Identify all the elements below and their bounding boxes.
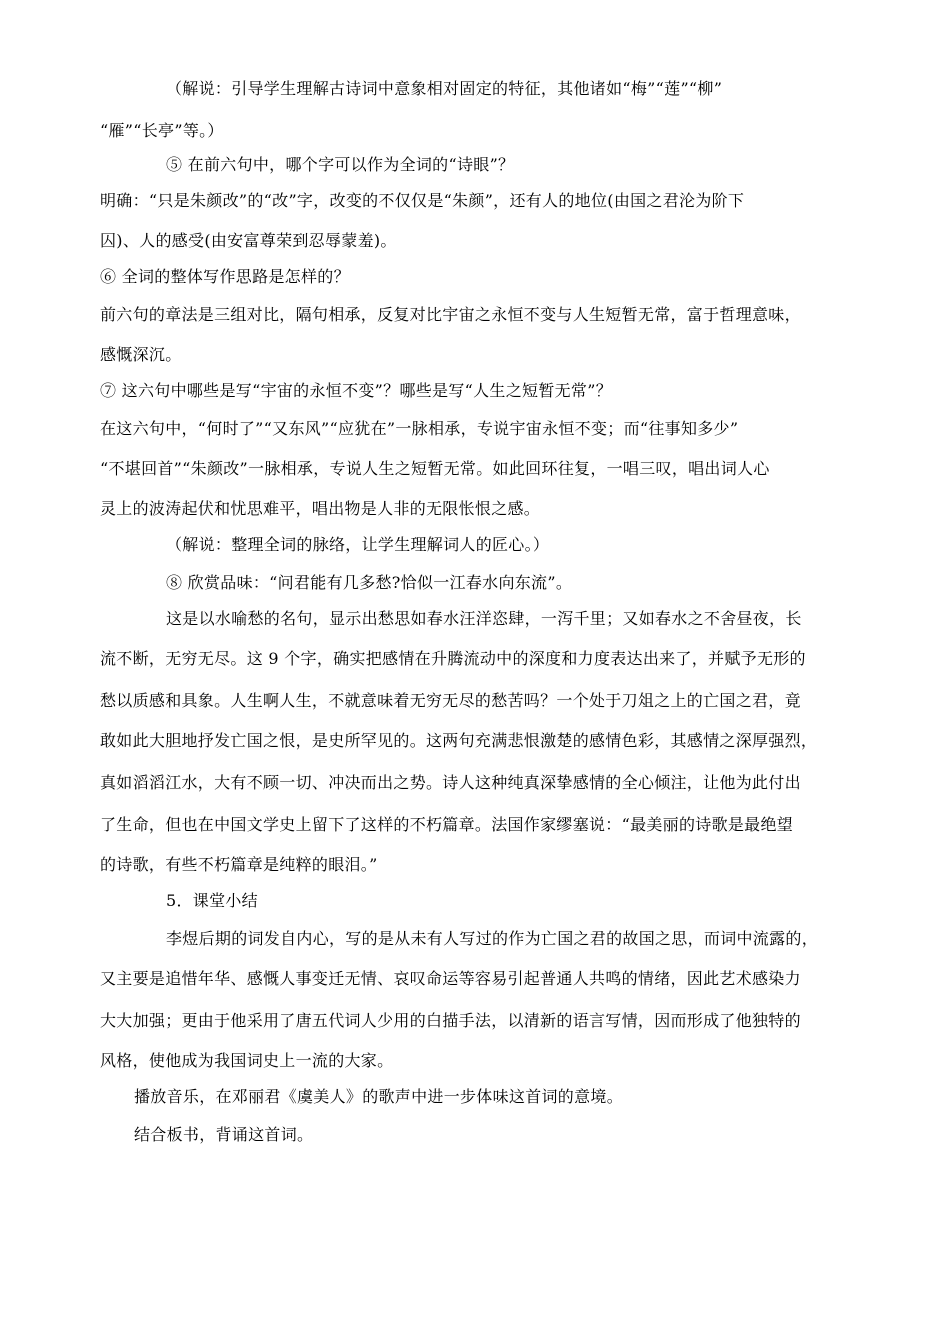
text-line: 感慨深沉。 (100, 345, 182, 364)
text-line: 了生命，但也在中国文学史上留下了这样的不朽篇章。法国作家缪塞说：“最美丽的诗歌是最绝望 (100, 815, 794, 834)
text-line: 真如滔滔江水，大有不顾一切、冲决而出之势。诗人这种纯真深挚感情的全心倾注，让他为此付出 (100, 773, 801, 792)
section-heading: 5．课堂小结 (166, 891, 258, 910)
text-line: 这是以水喻愁的名句，显示出愁思如春水汪洋恣肆，一泻千里；又如春水之不舍昼夜，长 (166, 609, 802, 628)
text-line: 囚)、人的感受(由安富尊荣到忍辱蒙羞)。 (100, 231, 397, 250)
text-line: ⑦ 这六句中哪些是写“宇宙的永恒不变”？哪些是写“人生之短暂无常”？ (100, 381, 613, 400)
text-line: （解说：引导学生理解古诗词中意象相对固定的特征，其他诸如“梅”“莲”“柳” (166, 79, 723, 98)
text-line: 灵上的波涛起伏和忧思难平，唱出物是人非的无限怅恨之感。 (100, 499, 541, 518)
text-line: 的诗歌，有些不朽篇章是纯粹的眼泪。” (100, 855, 378, 874)
text-line: 结合板书，背诵这首词。 (134, 1125, 314, 1144)
text-line: “雁”“长亭”等。） (100, 121, 224, 140)
text-line: 风格，使他成为我国词史上一流的大家。 (100, 1051, 394, 1070)
text-line: 又主要是追惜年华、感慨人事变迁无情、哀叹命运等容易引起普通人共鸣的情绪，因此艺术感染力 (100, 969, 801, 988)
text-line: ⑤ 在前六句中，哪个字可以作为全词的“诗眼”？ (166, 155, 515, 174)
text-line: “不堪回首”“朱颜改”一脉相承，专说人生之短暂无常。如此回环往复，一唱三叹，唱出词人心 (100, 459, 770, 478)
text-line: 大大加强；更由于他采用了唐五代词人少用的白描手法，以清新的语言写情，因而形成了他独特的 (100, 1011, 801, 1030)
text-line: 前六句的章法是三组对比，隔句相承，反复对比宇宙之永恒不变与人生短暂无常，富于哲理意味， (100, 305, 801, 324)
text-line: （解说：整理全词的脉络，让学生理解词人的匠心。） (166, 535, 550, 554)
text-line: ⑥ 全词的整体写作思路是怎样的？ (100, 267, 350, 286)
text-line: 在这六句中，“何时了”“又东风”“应犹在”一脉相承，专说宇宙永恒不变；而“往事知多少” (100, 419, 739, 438)
text-line: 流不断，无穷无尽。这 9 个字，确实把感情在升腾流动中的深度和力度表达出来了，并赋予无形的 (100, 649, 806, 668)
text-line: 明确：“只是朱颜改”的“改”字，改变的不仅仅是“朱颜”，还有人的地位(由国之君沦为阶下 (100, 191, 745, 210)
text-line: 播放音乐，在邓丽君《虞美人》的歌声中进一步体味这首词的意境。 (134, 1087, 624, 1106)
text-line: 敢如此大胆地抒发亡国之恨，是史所罕见的。这两句充满悲恨激楚的感情色彩，其感情之深厚强烈， (100, 731, 818, 750)
text-line: 李煜后期的词发自内心，写的是从未有人写过的作为亡国之君的故国之思，而词中流露的， (166, 929, 819, 948)
text-line: 愁以质感和具象。人生啊人生，不就意味着无穷无尽的愁苦吗？一个处于刀俎之上的亡国之君，竟 (100, 691, 801, 710)
text-line: ⑧ 欣赏品味：“问君能有几多愁?恰似一江春水向东流”。 (166, 573, 573, 592)
